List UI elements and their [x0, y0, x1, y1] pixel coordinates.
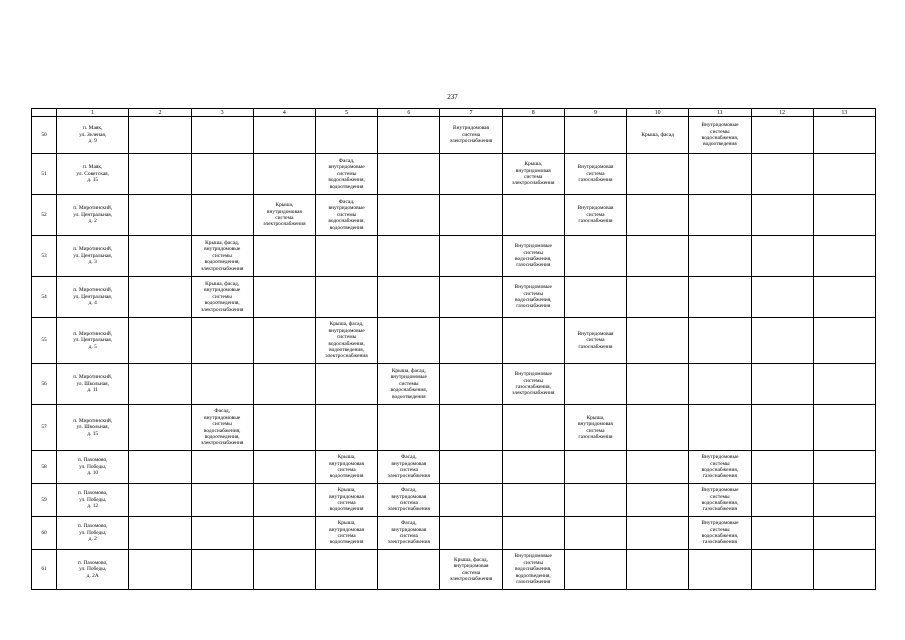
cell-text: Крыша, фасад, внутридомовые системы водоотведения, электроснабжения [200, 280, 244, 313]
column-number: 4 [253, 109, 315, 117]
work-cell [378, 154, 440, 195]
work-cell [378, 277, 440, 318]
work-cell [253, 236, 315, 277]
work-cell [315, 277, 377, 318]
cell-text: Фасад, внутридомовая система электроснабжения [387, 520, 430, 546]
cell-text: 56 [41, 380, 47, 387]
table-row [32, 236, 876, 277]
cell-text: Крыша, фасад, внутридомовые системы водоснабжения, водоотведения [390, 367, 428, 400]
work-cell [627, 517, 689, 550]
table-row [32, 364, 876, 405]
work-cell [813, 318, 875, 364]
cell-text: Внутридомовые системы газоснабжения, электроснабжения [512, 371, 555, 397]
work-cell [751, 236, 813, 277]
work-cell [129, 277, 191, 318]
work-cell [502, 405, 564, 451]
cell-text: Внутридомовые системы водоснабжения, газоснабжения [514, 284, 552, 310]
work-cell [191, 236, 253, 277]
cell-text: Крыша, фасад [641, 131, 674, 138]
work-cell [564, 195, 626, 236]
work-cell [689, 484, 751, 517]
cell-text: Внутридомовая система газоснабжения [577, 330, 614, 350]
work-cell [813, 364, 875, 405]
works-table [31, 108, 876, 590]
cell-text: Внутридомовые системы водоснабжения, газоснабжения [514, 243, 552, 269]
work-cell [813, 277, 875, 318]
row-number-cell [32, 318, 57, 364]
column-number: 6 [378, 109, 440, 117]
work-cell [253, 154, 315, 195]
work-cell [378, 484, 440, 517]
work-cell [627, 277, 689, 318]
work-cell [253, 277, 315, 318]
cell-text: п. Миротинский, ул. Центральная, д. 3 [73, 246, 113, 266]
column-number: 8 [502, 109, 564, 117]
work-cell [502, 364, 564, 405]
work-cell [751, 117, 813, 154]
work-cell [689, 364, 751, 405]
work-cell [502, 318, 564, 364]
table-row [32, 484, 876, 517]
table-row [32, 550, 876, 590]
work-cell [627, 405, 689, 451]
work-cell [689, 405, 751, 451]
work-cell [627, 484, 689, 517]
column-number: 2 [129, 109, 191, 117]
cell-text: п. Маяк, ул. Зеленая, д. 9 [79, 125, 107, 145]
work-cell [627, 550, 689, 590]
work-cell [253, 195, 315, 236]
cell-text: п. Миротинский, ул. Центральная, д. 4 [73, 287, 113, 307]
cell-text: Внутридомовые системы водоснабжения, газоснабжения [701, 454, 739, 480]
work-cell [315, 451, 377, 484]
address-cell [57, 451, 129, 484]
address-cell [57, 277, 129, 318]
work-cell [813, 517, 875, 550]
column-number-row [32, 109, 876, 117]
work-cell [627, 318, 689, 364]
work-cell [191, 451, 253, 484]
work-cell [440, 277, 502, 318]
cell-text: Фасад, внутридомовые системы водоснабжения, водоотведения [328, 157, 365, 190]
work-cell [440, 117, 502, 154]
cell-text: 59 [41, 496, 47, 503]
cell-text: Внутридомовые системы водоснабжения, водоотведения, газоснабжения [514, 553, 552, 586]
work-cell [315, 550, 377, 590]
cell-text: Фасад, внутридомовые системы водоснабжения, водоотведения, электроснабжения [200, 408, 244, 447]
work-cell [751, 451, 813, 484]
column-number: 13 [813, 109, 875, 117]
column-number: 1 [57, 109, 129, 117]
row-number-cell [32, 550, 57, 590]
column-number: 5 [315, 109, 377, 117]
cell-text: Крыша, фасад, внутридомовые системы водоснабжения, водоотведения, электроснабжения [325, 321, 368, 360]
work-cell [813, 154, 875, 195]
work-cell [564, 484, 626, 517]
cell-text: Фасад, внутридомовые системы водоснабжения, водоотведения [328, 198, 365, 231]
cell-text: Внутридомовые системы водоснабжения, газоснабжения [701, 520, 739, 546]
work-cell [315, 364, 377, 405]
column-number: 10 [627, 109, 689, 117]
work-cell [191, 484, 253, 517]
work-cell [440, 451, 502, 484]
work-cell [502, 517, 564, 550]
cell-text: 51 [41, 170, 47, 177]
cell-text: Внутридомовые системы водоснабжения, водоотведения [701, 122, 739, 148]
cell-text: Крыша, внутридомовая система электроснабжения [263, 202, 306, 228]
work-cell [813, 405, 875, 451]
cell-text: п. Миротинский, ул. Школьная, д. 15 [73, 417, 113, 437]
work-cell [627, 195, 689, 236]
cell-text: 60 [41, 529, 47, 536]
cell-text: Внутридомовая система электроснабжения [449, 125, 493, 145]
work-cell [502, 277, 564, 318]
cell-text: п. Пахомово, ул. Победы, д. 2А [77, 559, 108, 579]
work-cell [689, 517, 751, 550]
row-number-cell [32, 117, 57, 154]
work-cell [191, 195, 253, 236]
work-cell [378, 318, 440, 364]
work-cell [440, 195, 502, 236]
column-number: 9 [564, 109, 626, 117]
work-cell [440, 364, 502, 405]
work-cell [813, 484, 875, 517]
work-cell [751, 517, 813, 550]
work-cell [191, 364, 253, 405]
cell-text: Крыша, фасад, внутридомовые системы водоотведения, электроснабжения [200, 239, 244, 272]
work-cell [440, 405, 502, 451]
address-cell [57, 117, 129, 154]
work-cell [253, 405, 315, 451]
work-cell [564, 405, 626, 451]
work-cell [378, 364, 440, 405]
work-cell [315, 405, 377, 451]
work-cell [191, 154, 253, 195]
work-cell [564, 154, 626, 195]
work-cell [564, 550, 626, 590]
work-cell [502, 117, 564, 154]
work-cell [502, 236, 564, 277]
work-cell [315, 117, 377, 154]
address-cell [57, 405, 129, 451]
address-cell [57, 550, 129, 590]
work-cell [564, 364, 626, 405]
table-row [32, 318, 876, 364]
work-cell [440, 484, 502, 517]
cell-text: Крыша, фасад, внутридомовая система электроснабжения [449, 556, 493, 582]
cell-text: п. Маяк, ул. Советская, д. 15 [76, 164, 110, 184]
cell-text: Крыша, внутридомовая система газоснабжения [578, 414, 613, 440]
work-cell [129, 405, 191, 451]
work-cell [689, 117, 751, 154]
address-cell [57, 364, 129, 405]
work-cell [440, 318, 502, 364]
work-cell [378, 517, 440, 550]
work-cell [689, 154, 751, 195]
work-cell [689, 236, 751, 277]
work-cell [253, 550, 315, 590]
header-cell-blank [32, 109, 57, 117]
column-number: 7 [440, 109, 502, 117]
work-cell [253, 364, 315, 405]
table-row [32, 154, 876, 195]
work-cell [253, 318, 315, 364]
cell-text: п. Пахомово, ул. Победы, д. 12 [77, 490, 108, 510]
work-cell [502, 154, 564, 195]
work-cell [813, 550, 875, 590]
cell-text: 50 [41, 131, 47, 138]
table-row [32, 277, 876, 318]
work-cell [191, 117, 253, 154]
row-number-cell [32, 364, 57, 405]
work-cell [129, 484, 191, 517]
work-cell [129, 451, 191, 484]
work-cell [689, 318, 751, 364]
work-cell [564, 117, 626, 154]
work-cell [564, 236, 626, 277]
work-cell [564, 451, 626, 484]
table-row [32, 405, 876, 451]
row-number-cell [32, 484, 57, 517]
cell-text: п. Пахомово, ул. Победы, д. 2 [77, 523, 108, 543]
work-cell [191, 517, 253, 550]
work-cell [564, 277, 626, 318]
row-number-cell [32, 277, 57, 318]
work-cell [378, 195, 440, 236]
work-cell [315, 318, 377, 364]
work-cell [129, 550, 191, 590]
work-cell [440, 550, 502, 590]
row-number-cell [32, 236, 57, 277]
cell-text: 54 [41, 293, 47, 300]
cell-text: Крыша, внутридомовая система водоотведения [329, 520, 365, 546]
work-cell [751, 550, 813, 590]
work-cell [564, 318, 626, 364]
cell-text: Крыша, внутридомовая система водоотведения [329, 487, 365, 513]
address-cell [57, 154, 129, 195]
column-number: 12 [751, 109, 813, 117]
work-cell [502, 550, 564, 590]
cell-text: п. Пахомово, ул. Победы, д. 10 [77, 457, 108, 477]
cell-text: 53 [41, 252, 47, 259]
work-cell [689, 550, 751, 590]
work-cell [440, 154, 502, 195]
work-cell [129, 195, 191, 236]
cell-text: Внутридомовые системы водоснабжения, газоснабжения [701, 487, 739, 513]
row-number-cell [32, 195, 57, 236]
work-cell [129, 117, 191, 154]
row-number-cell [32, 154, 57, 195]
work-cell [440, 236, 502, 277]
work-cell [315, 195, 377, 236]
row-number-cell [32, 405, 57, 451]
work-cell [813, 117, 875, 154]
cell-text: 52 [41, 211, 47, 218]
work-cell [378, 550, 440, 590]
cell-text: п. Миротинский, ул. Школьная, д. 11 [73, 374, 113, 394]
work-cell [689, 451, 751, 484]
work-cell [751, 195, 813, 236]
work-cell [627, 154, 689, 195]
work-cell [689, 195, 751, 236]
work-cell [129, 154, 191, 195]
address-cell [57, 236, 129, 277]
work-cell [627, 451, 689, 484]
work-cell [315, 154, 377, 195]
table-row [32, 451, 876, 484]
page-number: 237 [447, 93, 458, 101]
work-cell [502, 195, 564, 236]
work-cell [813, 236, 875, 277]
row-number-cell [32, 517, 57, 550]
address-cell [57, 517, 129, 550]
work-cell [440, 517, 502, 550]
work-cell [751, 364, 813, 405]
work-cell [751, 277, 813, 318]
work-cell [627, 236, 689, 277]
cell-text: Крыша, внутридомовая система электроснабжения [512, 161, 555, 187]
work-cell [129, 517, 191, 550]
work-cell [813, 195, 875, 236]
work-cell [315, 484, 377, 517]
row-number-cell [32, 451, 57, 484]
work-cell [378, 405, 440, 451]
work-cell [191, 277, 253, 318]
work-cell [129, 364, 191, 405]
work-cell [378, 236, 440, 277]
cell-text: Внутридомовая система газоснабжения [577, 205, 614, 225]
work-cell [253, 117, 315, 154]
work-cell [253, 484, 315, 517]
work-cell [315, 517, 377, 550]
work-cell [502, 484, 564, 517]
work-cell [191, 550, 253, 590]
work-cell [191, 318, 253, 364]
work-cell [502, 451, 564, 484]
work-cell [253, 517, 315, 550]
work-cell [751, 405, 813, 451]
cell-text: п. Миротинский, ул. Центральная, д. 5 [73, 330, 113, 350]
work-cell [129, 236, 191, 277]
work-cell [378, 117, 440, 154]
cell-text: п. Миротинский, ул. Центральная, д. 2 [73, 205, 113, 225]
work-cell [315, 236, 377, 277]
work-cell [627, 117, 689, 154]
cell-text: 61 [41, 566, 47, 573]
table-row [32, 517, 876, 550]
cell-text: Фасад, внутридомовая система электроснабжения [387, 454, 430, 480]
work-cell [751, 318, 813, 364]
work-cell [378, 451, 440, 484]
cell-text: Крыша, внутридомовая система водоотведения [329, 454, 365, 480]
table-row [32, 117, 876, 154]
address-cell [57, 195, 129, 236]
work-cell [627, 364, 689, 405]
cell-text: 55 [41, 337, 47, 344]
work-cell [564, 517, 626, 550]
cell-text: Внутридомовая система газоснабжения [577, 164, 614, 184]
work-cell [129, 318, 191, 364]
work-cell [253, 451, 315, 484]
column-number: 3 [191, 109, 253, 117]
address-cell [57, 484, 129, 517]
column-number: 11 [689, 109, 751, 117]
address-cell [57, 318, 129, 364]
cell-text: 58 [41, 463, 47, 470]
cell-text: Фасад, внутридомовая система электроснабжения [387, 487, 430, 513]
work-cell [689, 277, 751, 318]
work-cell [751, 154, 813, 195]
table-row [32, 195, 876, 236]
work-cell [191, 405, 253, 451]
work-cell [813, 451, 875, 484]
work-cell [751, 484, 813, 517]
cell-text: 57 [41, 424, 47, 431]
